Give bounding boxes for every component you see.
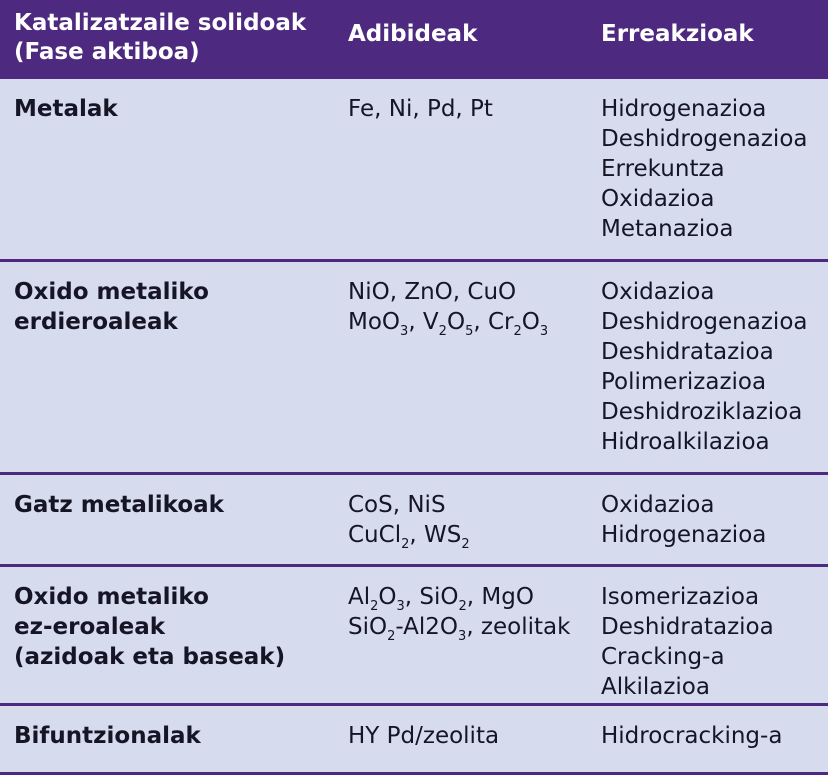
category-line: erdieroaleak xyxy=(14,309,178,335)
reaction-item: Deshidratazioa xyxy=(601,614,774,640)
table-header xyxy=(0,0,828,79)
example-line-formula: $Al_2O_3$, SiO$_2$, MgO xyxy=(348,584,534,614)
header-catalysts-line1: Katalizatzaile solidoak xyxy=(14,10,307,36)
reactions-cell xyxy=(588,94,828,259)
example-line: CoS, NiS xyxy=(348,492,446,518)
category-cell xyxy=(0,582,333,703)
examples-cell xyxy=(333,277,588,472)
reaction-item: Deshidrogenazioa xyxy=(601,309,808,335)
reaction-item: Alkilazioa xyxy=(601,674,710,700)
category-cell xyxy=(0,490,333,564)
example-line-formula: CuCl$_2$, $WS_2$ xyxy=(348,522,470,552)
reaction-item: Hidrogenazioa xyxy=(601,96,767,122)
reaction-item: Hidrocracking-a xyxy=(601,723,783,749)
table-row xyxy=(0,706,828,775)
reaction-item: Hidroalkilazioa xyxy=(601,429,770,455)
table-row xyxy=(0,262,828,475)
category-line: ez-eroaleak xyxy=(14,614,166,640)
reaction-item: Oxidazioa xyxy=(601,186,715,212)
reaction-item: Metanazioa xyxy=(601,216,734,242)
examples-cell xyxy=(333,721,588,772)
category-line: Metalak xyxy=(14,96,118,122)
reactions-cell xyxy=(588,582,828,703)
reaction-item: Hidrogenazioa xyxy=(601,522,767,548)
table-row xyxy=(0,567,828,706)
reaction-item: Polimerizazioa xyxy=(601,369,767,395)
category-line: Oxido metaliko xyxy=(14,584,209,610)
reaction-item: Oxidazioa xyxy=(601,492,715,518)
reaction-item: Isomerizazioa xyxy=(601,584,760,610)
category-cell xyxy=(0,277,333,472)
header-reactions: Erreakzioak xyxy=(601,21,754,47)
reactions-cell xyxy=(588,277,828,472)
example-line: NiO, ZnO, CuO xyxy=(348,279,517,305)
examples-cell xyxy=(333,490,588,564)
reactions-cell xyxy=(588,490,828,564)
category-line: Gatz metalikoak xyxy=(14,492,224,518)
category-cell xyxy=(0,94,333,259)
examples-cell xyxy=(333,94,588,259)
header-examples: Adibideak xyxy=(348,21,478,47)
category-line: Oxido metaliko xyxy=(14,279,209,305)
category-line: Bifuntzionalak xyxy=(14,723,201,749)
header-catalysts xyxy=(0,9,333,79)
category-cell xyxy=(0,721,333,772)
example-line: Fe, Ni, Pd, Pt xyxy=(348,96,493,122)
reaction-item: Deshidratazioa xyxy=(601,339,774,365)
table-row xyxy=(0,475,828,567)
example-line: HY Pd/zeolita xyxy=(348,723,500,749)
examples-cell xyxy=(333,582,588,703)
example-line-formula: $SiO_2-Al2O_3$, zeolitak xyxy=(348,614,571,644)
reaction-item: Deshidrogenazioa xyxy=(601,126,808,152)
reaction-item: Cracking-a xyxy=(601,644,725,670)
reaction-item: Oxidazioa xyxy=(601,279,715,305)
table-row xyxy=(0,79,828,262)
reaction-item: Errekuntza xyxy=(601,156,725,182)
example-line-formula: MoO$_3$, $V_2O_5$, $Cr_2O_3$ xyxy=(348,309,549,339)
category-line: (azidoak eta baseak) xyxy=(14,644,286,670)
header-catalysts-line2: (Fase aktiboa) xyxy=(14,39,200,65)
reactions-cell xyxy=(588,721,828,772)
reaction-item: Deshidroziklazioa xyxy=(601,399,803,425)
